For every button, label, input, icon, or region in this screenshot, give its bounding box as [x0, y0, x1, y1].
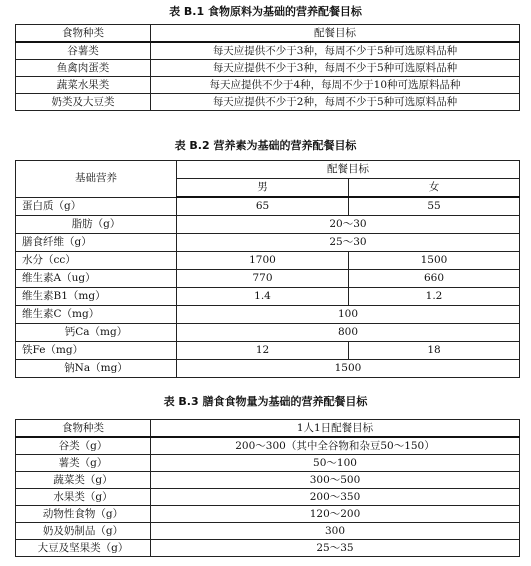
female-value-cell: 55 — [349, 197, 520, 216]
table-row — [16, 197, 520, 216]
table-row — [16, 252, 520, 270]
shared-value-cell: 800 — [177, 324, 520, 342]
table-row — [16, 523, 520, 540]
female-value-cell: 660 — [349, 270, 520, 288]
table-b2-caption: 表 B.2 营养素为基础的营养配餐目标 — [174, 139, 357, 152]
food-type-cell: 奶及奶制品（g） — [16, 523, 151, 540]
food-type-cell: 水果类（g） — [16, 489, 151, 506]
nutrient-cell: 维生素B1（mg） — [16, 288, 177, 306]
table-row — [16, 455, 520, 472]
table-b2 — [15, 160, 520, 378]
table-header-row — [16, 25, 520, 43]
amount-cell: 200～300（其中全谷物和杂豆50～150） — [151, 437, 520, 455]
shared-value-cell: 1500 — [177, 360, 520, 378]
table-row — [16, 360, 520, 378]
table-row — [16, 288, 520, 306]
table-row — [16, 472, 520, 489]
table-row — [16, 234, 520, 252]
column-header-nutrient: 基础营养 — [16, 161, 177, 198]
nutrient-cell: 脂肪（g） — [16, 216, 177, 234]
shared-value-cell: 25～30 — [177, 234, 520, 252]
female-value-cell: 18 — [349, 342, 520, 360]
table-row — [16, 489, 520, 506]
nutrient-cell: 水分（cc） — [16, 252, 177, 270]
column-header-target: 配餐目标 — [151, 25, 520, 43]
table-row — [16, 306, 520, 324]
table-row — [16, 506, 520, 523]
nutrient-cell: 钙Ca（mg） — [16, 324, 177, 342]
nutrient-cell: 维生素A（ug） — [16, 270, 177, 288]
nutrient-cell: 蛋白质（g） — [16, 197, 177, 216]
table-row — [16, 540, 520, 557]
table-b3-caption: 表 B.3 膳食食物量为基础的营养配餐目标 — [163, 395, 368, 408]
amount-cell: 25～35 — [151, 540, 520, 557]
table-header-row — [16, 420, 520, 438]
column-header-food-type: 食物种类 — [16, 25, 151, 43]
table-row — [16, 216, 520, 234]
male-value-cell: 770 — [177, 270, 349, 288]
male-value-cell: 1700 — [177, 252, 349, 270]
amount-cell: 200～350 — [151, 489, 520, 506]
nutrient-cell: 钠Na（mg） — [16, 360, 177, 378]
food-type-cell: 鱼禽肉蛋类 — [16, 60, 151, 77]
food-type-cell: 薯类（g） — [16, 455, 151, 472]
table-row — [16, 437, 520, 455]
shared-value-cell: 100 — [177, 306, 520, 324]
table-b1-caption: 表 B.1 食物原料为基础的营养配餐目标 — [169, 5, 362, 18]
food-type-cell: 蔬菜水果类 — [16, 77, 151, 94]
table-row — [16, 60, 520, 77]
table-b3 — [15, 419, 520, 557]
table-row — [16, 42, 520, 60]
female-value-cell: 1500 — [349, 252, 520, 270]
amount-cell: 300～500 — [151, 472, 520, 489]
food-type-cell: 大豆及坚果类（g） — [16, 540, 151, 557]
amount-cell: 50～100 — [151, 455, 520, 472]
column-header-female: 女 — [349, 179, 520, 198]
target-cell: 每天应提供不少于4种，每周不少于10种可选原料品种 — [151, 77, 520, 94]
male-value-cell: 12 — [177, 342, 349, 360]
female-value-cell: 1.2 — [349, 288, 520, 306]
food-type-cell: 谷类（g） — [16, 437, 151, 455]
table-row — [16, 77, 520, 94]
nutrient-cell: 铁Fe（mg） — [16, 342, 177, 360]
column-header-daily-target: 1人1日配餐目标 — [151, 420, 520, 438]
column-header-food-type: 食物种类 — [16, 420, 151, 438]
column-header-male: 男 — [177, 179, 349, 198]
amount-cell: 120～200 — [151, 506, 520, 523]
food-type-cell: 奶类及大豆类 — [16, 94, 151, 111]
amount-cell: 300 — [151, 523, 520, 540]
male-value-cell: 65 — [177, 197, 349, 216]
shared-value-cell: 20～30 — [177, 216, 520, 234]
food-type-cell: 谷薯类 — [16, 42, 151, 60]
target-cell: 每天应提供不少于2种，每周不少于5种可选原料品种 — [151, 94, 520, 111]
nutrient-cell: 维生素C（mg） — [16, 306, 177, 324]
target-cell: 每天应提供不少于3种，每周不少于5种可选原料品种 — [151, 42, 520, 60]
column-header-target: 配餐目标 — [177, 161, 520, 179]
target-cell: 每天应提供不少于3种，每周不少于5种可选原料品种 — [151, 60, 520, 77]
table-row — [16, 270, 520, 288]
food-type-cell: 动物性食物（g） — [16, 506, 151, 523]
nutrient-cell: 膳食纤维（g） — [16, 234, 177, 252]
food-type-cell: 蔬菜类（g） — [16, 472, 151, 489]
table-row — [16, 324, 520, 342]
male-value-cell: 1.4 — [177, 288, 349, 306]
table-row — [16, 94, 520, 111]
table-b1 — [15, 24, 520, 111]
table-row — [16, 342, 520, 360]
table-header-row — [16, 161, 520, 179]
